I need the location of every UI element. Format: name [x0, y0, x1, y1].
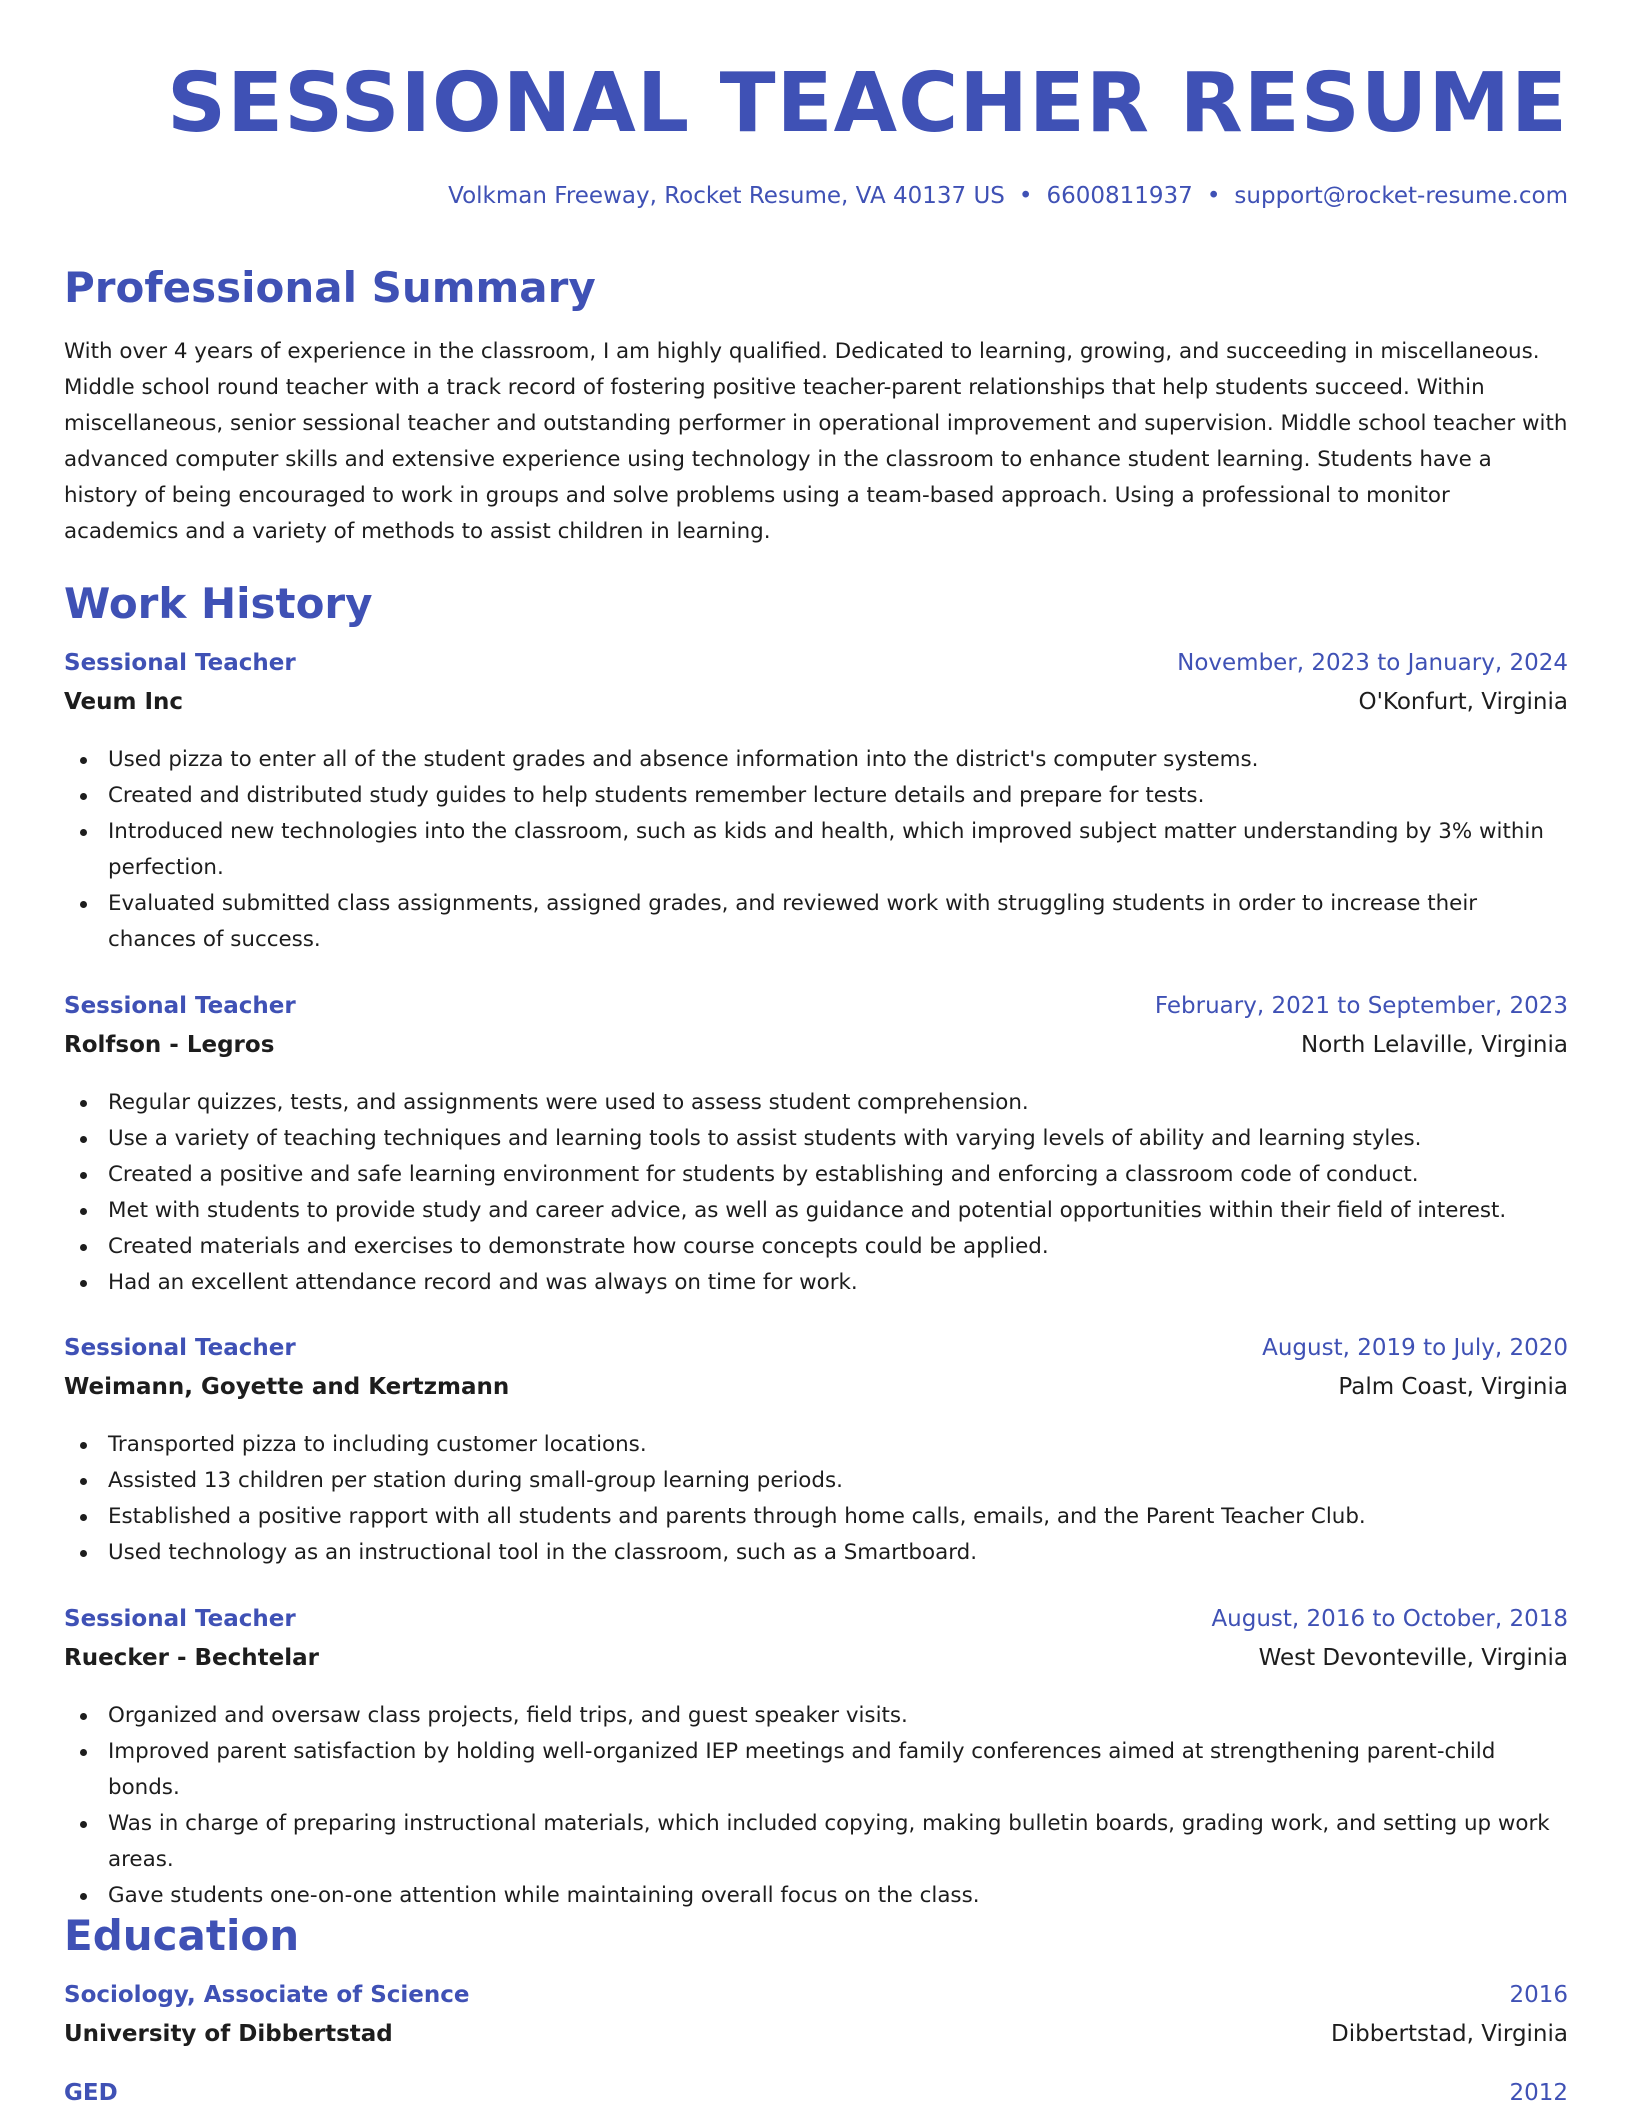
- job-location: Palm Coast, Virginia: [1338, 1374, 1568, 1400]
- education-entry: [64, 2080, 1568, 2112]
- resume-title: SESSIONAL TEACHER RESUME: [167, 56, 1568, 151]
- job-entry: [64, 993, 1568, 1301]
- job-company: Veum Inc: [64, 689, 184, 715]
- job-entry: [64, 650, 1568, 958]
- job-bullet: Regular quizzes, tests, and assignments were used to assess student comprehension.: [64, 1085, 1568, 1121]
- job-bullet: Had an excellent attendance record and was always on time for work.: [64, 1265, 1568, 1301]
- job-bullet: Assisted 13 children per station during small-group learning periods.: [64, 1463, 1568, 1499]
- job-bullet: Established a positive rapport with all students and parents through home calls, emails, and the Parent Teacher Club.: [64, 1499, 1568, 1535]
- education-year: 2016: [1509, 1982, 1568, 2008]
- job-bullet: Gave students one-on-one attention while maintaining overall focus on the class.: [64, 1878, 1568, 1914]
- job-bullet: Created materials and exercises to demonstrate how course concepts could be applied.: [64, 1229, 1568, 1265]
- job-company: Ruecker - Bechtelar: [64, 1645, 319, 1671]
- job-bullets: [64, 1085, 1568, 1301]
- job-company: Weimann, Goyette and Kertzmann: [64, 1374, 510, 1400]
- job-bullet: Use a variety of teaching techniques and learning tools to assist students with varying levels of ability and learning styles.: [64, 1121, 1568, 1157]
- contact-line: [448, 180, 1568, 212]
- job-location: North Lelaville, Virginia: [1301, 1032, 1568, 1058]
- job-entry: [64, 1335, 1568, 1571]
- job-bullet: Organized and oversaw class projects, field trips, and guest speaker visits.: [64, 1698, 1568, 1734]
- education-degree: GED: [64, 2080, 118, 2106]
- job-bullet: Improved parent satisfaction by holding well-organized IEP meetings and family conferences aimed at strengthening parent-child bonds.: [64, 1734, 1568, 1806]
- contact-address: Volkman Freeway, Rocket Resume, VA 40137 US: [448, 183, 1005, 209]
- education-entry: [64, 1982, 1568, 2060]
- education-year: 2012: [1509, 2080, 1568, 2106]
- job-entry: [64, 1606, 1568, 1914]
- job-bullet: Used pizza to enter all of the student grades and absence information into the district's computer systems.: [64, 742, 1568, 778]
- job-bullet: Created and distributed study guides to help students remember lecture details and prepare for tests.: [64, 778, 1568, 814]
- summary-text: With over 4 years of experience in the classroom, I am highly qualified. Dedicated to learning, growing, and succeeding in miscellaneous. Middle school round teacher with a track record of fostering positive teacher-parent relationships that help students succeed. Within miscellaneous, senior sessional teacher and outstanding performer in operational improvement and supervision. Middle school teacher with advanced computer skills and extensive experience using technology in the classroom to enhance student learning. Students have a history of being encouraged to work in groups and solve problems using a team-based approach. Using a professional to monitor academics and a variety of methods to assist children in learning.: [64, 339, 1568, 544]
- job-dates: November, 2023 to January, 2024: [1177, 650, 1568, 676]
- job-bullets: [64, 1698, 1568, 1914]
- section-title-summary: Professional Summary: [64, 263, 596, 312]
- section-title-education: Education: [64, 1911, 300, 1960]
- section-title-work-history: Work History: [64, 579, 373, 628]
- job-dates: February, 2021 to September, 2023: [1154, 993, 1568, 1019]
- job-bullets: [64, 1427, 1568, 1571]
- education-degree: Sociology, Associate of Science: [64, 1982, 470, 2008]
- job-company: Rolfson - Legros: [64, 1032, 275, 1058]
- contact-separator: •: [1206, 183, 1221, 209]
- job-bullet: Transported pizza to including customer locations.: [64, 1427, 1568, 1463]
- job-title: Sessional Teacher: [64, 1606, 296, 1632]
- education-location: Dibbertstad, Virginia: [1331, 2021, 1568, 2047]
- education-school: University of Dibbertstad: [64, 2021, 393, 2047]
- job-bullet: Was in charge of preparing instructional materials, which included copying, making bulletin boards, grading work, and setting up work areas.: [64, 1806, 1568, 1878]
- job-location: O'Konfurt, Virginia: [1358, 689, 1568, 715]
- job-location: West Devonteville, Virginia: [1258, 1645, 1568, 1671]
- contact-phone: 6600811937: [1046, 183, 1193, 209]
- contact-email[interactable]: support@rocket-resume.com: [1234, 183, 1568, 209]
- job-bullet: Evaluated submitted class assignments, assigned grades, and reviewed work with struggling students in order to increase their chances of success.: [64, 886, 1568, 958]
- contact-separator: •: [1018, 183, 1033, 209]
- job-bullets: [64, 742, 1568, 958]
- job-dates: August, 2016 to October, 2018: [1211, 1606, 1568, 1632]
- job-title: Sessional Teacher: [64, 993, 296, 1019]
- job-bullet: Created a positive and safe learning environment for students by establishing and enforcing a classroom code of conduct.: [64, 1157, 1568, 1193]
- job-bullet: Used technology as an instructional tool in the classroom, such as a Smartboard.: [64, 1535, 1568, 1571]
- job-bullet: Introduced new technologies into the classroom, such as kids and health, which improved subject matter understanding by 3% within perfection.: [64, 814, 1568, 886]
- job-title: Sessional Teacher: [64, 1335, 296, 1361]
- job-dates: August, 2019 to July, 2020: [1262, 1335, 1568, 1361]
- job-bullet: Met with students to provide study and career advice, as well as guidance and potential opportunities within their field of interest.: [64, 1193, 1568, 1229]
- job-title: Sessional Teacher: [64, 650, 296, 676]
